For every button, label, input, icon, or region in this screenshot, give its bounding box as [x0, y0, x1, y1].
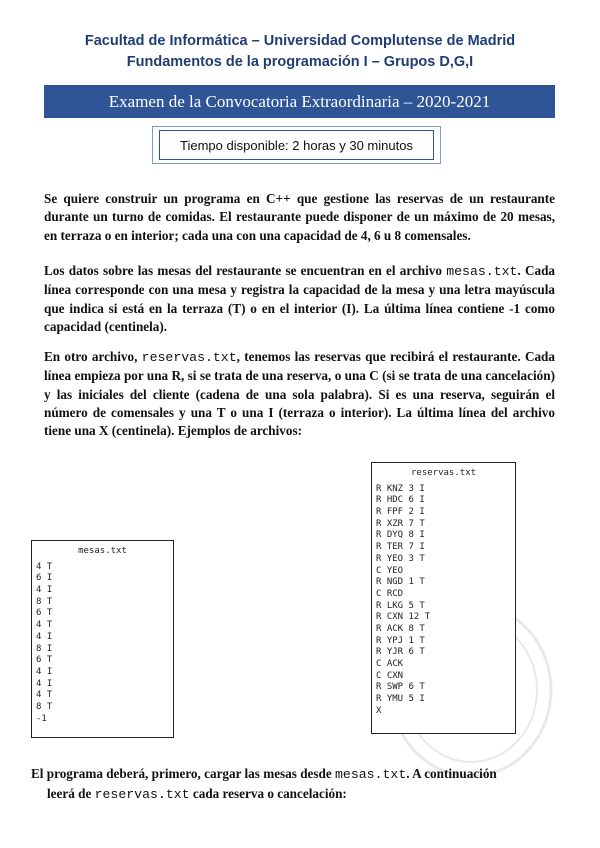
- time-available-text: Tiempo disponible: 2 horas y 30 minutos: [180, 137, 413, 153]
- time-available-box: [159, 130, 434, 160]
- mesas-file-line: 4 I: [36, 585, 53, 596]
- mesas-file-line: 4 T: [36, 620, 53, 631]
- paragraph-reservas-text-b: , tenemos las reservas que recibirá el restaurante. Cada línea empieza por una R, si se trata de una reserva, o una C (si se trata de una cancelación) y las iniciales del cliente (cadena de una sola palabra). Si es una reserva, seguirán el número de comensales y una T o una I (terraza o interior). La última línea del archivo tiene una X (centinela). Ejemplos de archivos:: [44, 349, 555, 439]
- reservas-file-line: R SWP 6 T: [376, 682, 425, 693]
- reservas-file-line: R TER 7 I: [376, 542, 425, 553]
- program-steps-text-a: El programa deberá, primero, cargar las mesas desde: [31, 766, 336, 781]
- reservas-file-line: R LKG 5 T: [376, 600, 425, 611]
- program-steps-text-d: cada reserva o cancelación:: [189, 786, 347, 801]
- paragraph-mesas: [44, 262, 555, 336]
- reservas-file-line: R YMU 5 I: [376, 694, 425, 705]
- reservas-file-line: R DYQ 8 I: [376, 530, 425, 541]
- mesas-file-line: 8 T: [36, 701, 53, 712]
- filename-mesas-2: mesas.txt: [335, 767, 407, 782]
- program-steps-line2: [31, 784, 551, 804]
- mesas-file-line: 6 T: [36, 655, 53, 666]
- paragraph-reservas: [44, 348, 555, 440]
- filename-mesas: mesas.txt: [446, 264, 518, 279]
- mesas-file-line: 4 T: [36, 561, 53, 572]
- reservas-file-line: R FPF 2 I: [376, 507, 425, 518]
- paragraph-intro: Se quiere construir un programa en C++ que gestione las reservas de un restaurante durante un turno de comidas. El restaurante puede disponer de un máximo de 20 mesas, en terraza o en interior; cada una con una capacidad de 4, 6 u 8 comensales.: [44, 191, 555, 243]
- reservas-file-line: R YJR 6 T: [376, 647, 425, 658]
- mesas-file-line: 4 I: [36, 666, 53, 677]
- program-steps-text-c: leerá de: [47, 786, 95, 801]
- course-header: Fundamentos de la programación I – Grupos D,G,I: [126, 54, 474, 70]
- filename-reservas-2: reservas.txt: [94, 787, 190, 802]
- mesas-file-line: 6 I: [36, 573, 53, 584]
- faculty-header: Facultad de Informática – Universidad Complutense de Madrid: [84, 33, 516, 49]
- mesas-file-line: 6 T: [36, 608, 53, 619]
- reservas-file-line: R HDC 6 I: [376, 495, 425, 506]
- paragraph-mesas-text-b: . Cada línea corresponde con una mesa y registra la capacidad de la mesa y una letra mayúscula que indica si está en la terraza (T) o en el interior (I). La última línea contiene -1 como capacidad (centinela).: [44, 263, 556, 334]
- reservas-file-line: C CXN: [376, 670, 404, 681]
- filename-reservas: reservas.txt: [141, 350, 237, 365]
- mesas-file-title: mesas.txt: [78, 546, 127, 556]
- reservas-file-line: X: [376, 705, 382, 716]
- paragraph-program-steps: [31, 764, 551, 804]
- mesas-file-line: 4 I: [36, 631, 53, 642]
- mesas-file-example: [31, 540, 174, 738]
- reservas-file-line: R YPJ 1 T: [376, 635, 425, 646]
- reservas-file-line: R ACK 8 T: [376, 623, 425, 634]
- paragraph-reservas-text-a: En otro archivo,: [44, 349, 142, 364]
- reservas-file-line: C RCD: [376, 588, 404, 599]
- reservas-file-line: R CXN 12 T: [376, 612, 431, 623]
- reservas-file-line: C YEO: [376, 565, 404, 576]
- mesas-file-line: 4 I: [36, 678, 53, 689]
- reservas-file-example: [371, 462, 516, 734]
- exam-title-banner: Examen de la Convocatoria Extraordinaria – 2020-2021: [44, 85, 555, 118]
- paragraph-mesas-text-a: Los datos sobre las mesas del restaurante se encuentran en el archivo: [44, 263, 447, 278]
- reservas-file-lines: [372, 484, 515, 718]
- mesas-file-line: 8 I: [36, 643, 53, 654]
- mesas-file-lines: [32, 562, 173, 726]
- mesas-file-line: 8 T: [36, 596, 53, 607]
- mesas-file-line: 4 T: [36, 690, 53, 701]
- reservas-file-title: reservas.txt: [410, 468, 477, 478]
- reservas-file-line: C ACK: [376, 659, 404, 670]
- reservas-file-line: R YEO 3 T: [376, 553, 425, 564]
- mesas-file-line: -1: [36, 713, 47, 724]
- reservas-file-line: R KNZ 3 I: [376, 483, 425, 494]
- program-steps-text-b: . A continuación: [406, 766, 497, 781]
- reservas-file-line: R NGD 1 T: [376, 577, 425, 588]
- reservas-file-line: R XZR 7 T: [376, 518, 425, 529]
